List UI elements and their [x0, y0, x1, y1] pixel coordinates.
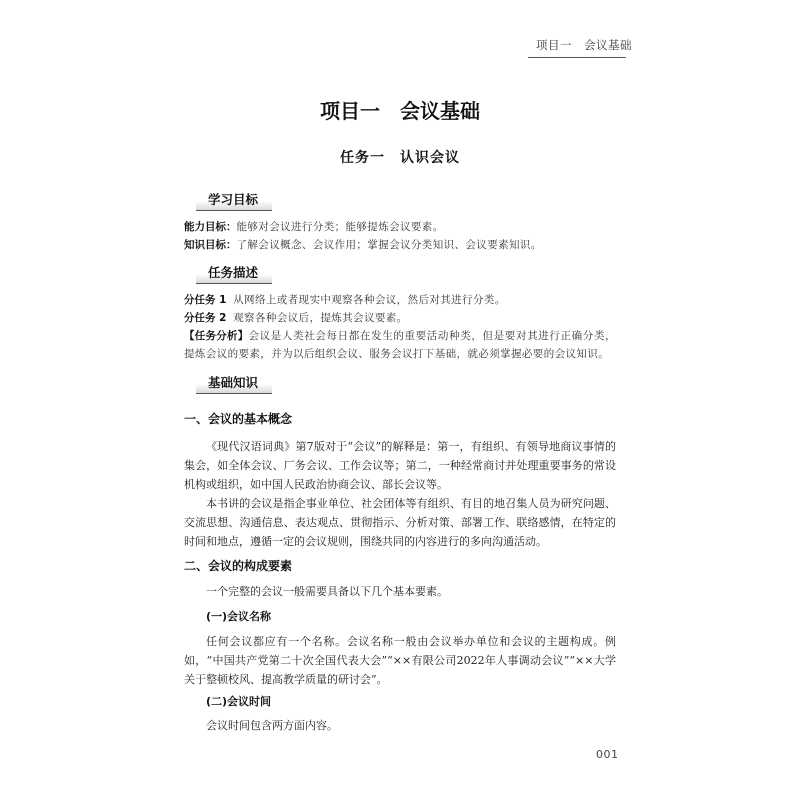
subtask-1: [184, 291, 616, 309]
running-head: 项目一 会议基础: [536, 38, 632, 52]
heading-elements: 二、会议的构成要素: [184, 559, 293, 573]
meeting-name-text: 任何会议都应有一个名称。会议名称一般由会议举办单位和会议的主题构成。例如，“中国共产党第二十次全国代表大会”“××有限公司2022年人事调动会议”“××大学关于整顿校风、提高教学质量的研讨会”。: [184, 635, 616, 686]
meeting-time-paragraph: [184, 716, 616, 735]
subtask-2-text: 观察各种会议后，提炼其会议要素。: [233, 312, 408, 324]
project-title: 项目一 会议基础: [320, 99, 480, 123]
section-label: 基础知识: [196, 373, 272, 394]
task-analysis-text: 会议是人类社会每日都在发生的重要活动种类，但是要对其进行正确分类，提炼会议的要素，并为以后组织会议、服务会议打下基础，就必须掌握必要的会议知识。: [184, 330, 616, 360]
heading-concept: 一、会议的基本概念: [184, 412, 293, 426]
section-basic-knowledge: [196, 373, 272, 394]
knowledge-text: 了解会议概念、会议作用；掌握会议分类知识、会议要素知识。: [236, 239, 542, 251]
knowledge-objective: [184, 236, 616, 254]
meeting-name-paragraph: [184, 632, 616, 689]
ability-label: 能力目标：: [184, 221, 237, 233]
task-analysis: [184, 327, 616, 363]
header-rule: [528, 57, 626, 58]
heading-meeting-name: (一)会议名称: [206, 610, 272, 623]
knowledge-label: 知识目标：: [184, 239, 237, 251]
meeting-time-text: 会议时间包含两方面内容。: [206, 719, 338, 732]
ability-objective: [184, 218, 616, 236]
heading-meeting-time: (二)会议时间: [206, 695, 272, 708]
subtask-1-text: 从网络上或者现实中观察各种会议，然后对其进行分类。: [233, 294, 506, 306]
elements-intro-text: 一个完整的会议一般需要具备以下几个基本要素。: [206, 585, 448, 598]
subtask-2: [184, 309, 616, 327]
section-learning-objectives: [196, 190, 272, 211]
elements-intro: [184, 582, 616, 601]
section-task-description: [196, 263, 272, 284]
concept-paragraphs: [184, 437, 616, 551]
subtask-1-label: 分任务 1: [184, 294, 227, 306]
concept-paragraph-1: 《现代汉语词典》第7版对于“会议”的解释是：第一，有组织、有领导地商议事情的集会，如全体会议、厂务会议、工作会议等；第二，一种经常商讨并处理重要事务的常设机构或组织，如中国人民政治协商会议、部长会议等。: [184, 440, 616, 491]
task-analysis-label: 【任务分析】: [184, 330, 249, 342]
section-label: 学习目标: [196, 190, 272, 211]
section-label: 任务描述: [196, 263, 272, 284]
subtask-2-label: 分任务 2: [184, 312, 227, 324]
concept-paragraph-2: 本书讲的会议是指企事业单位、社会团体等有组织、有目的地召集人员为研究问题、交流思想、沟通信息、表达观点、贯彻指示、分析对策、部署工作、联络感情，在特定的时间和地点，遵循一定的会议规则，围绕共同的内容进行的多向沟通活动。: [184, 497, 616, 548]
ability-text: 能够对会议进行分类；能够提炼会议要素。: [236, 221, 444, 233]
page-number: 001: [596, 748, 619, 761]
task-title: 任务一 认识会议: [340, 150, 460, 166]
